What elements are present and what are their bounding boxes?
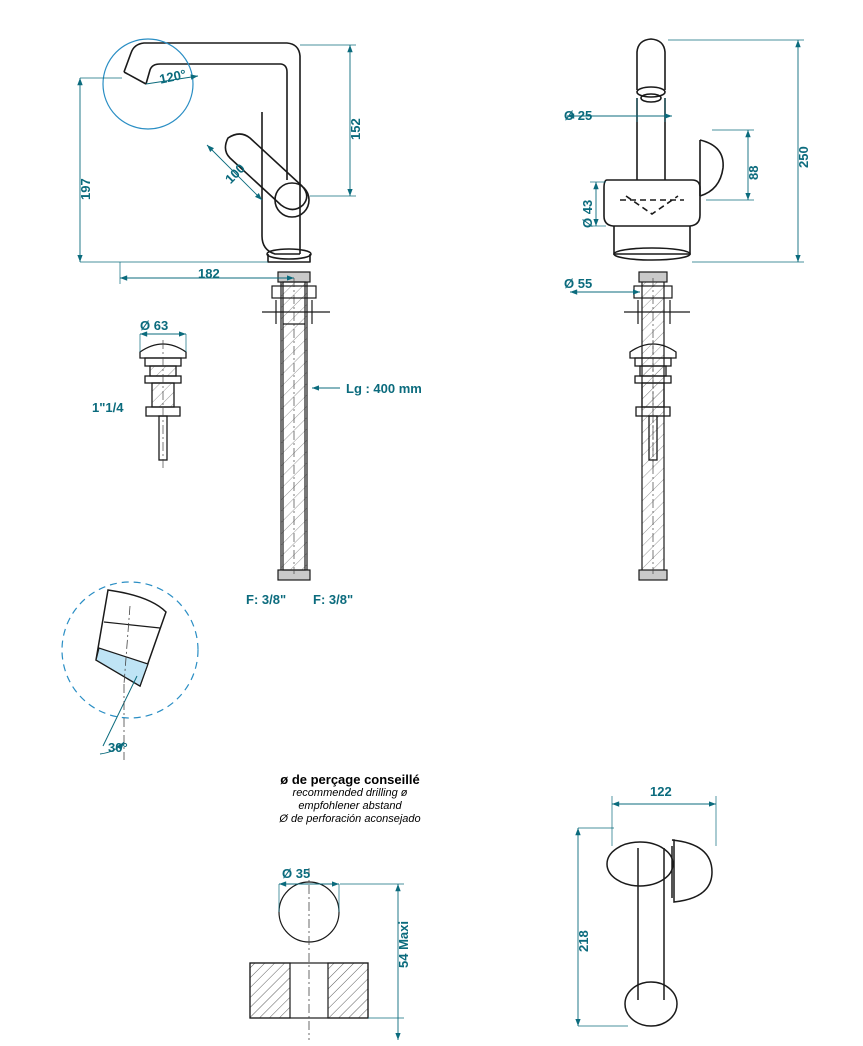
dim-d63: Ø 63 <box>140 318 169 333</box>
waste-view <box>140 340 186 470</box>
dimension-lines <box>80 40 804 1040</box>
drilling-note-line-es: Ø de perforación aconsejado <box>279 813 421 825</box>
dim-100: 100 <box>222 160 248 187</box>
aerator-detail-view <box>62 582 198 760</box>
dim-182: 182 <box>198 266 220 281</box>
dim-30-deg: 30° <box>108 740 128 755</box>
front-view-shank <box>278 272 310 580</box>
dim-d55: Ø 55 <box>564 276 593 291</box>
drilling-note-title: ø de perçage conseillé <box>280 772 420 787</box>
dim-120-deg: 120° <box>158 66 188 87</box>
drilling-note <box>240 772 460 826</box>
dim-d25: Ø 25 <box>564 108 593 123</box>
side-view-waste <box>630 340 676 470</box>
dim-218: 218 <box>576 930 591 952</box>
front-view-body <box>124 43 311 262</box>
drilling-note-line-de: empfohlener abstand <box>298 800 402 812</box>
side-view-body <box>604 39 723 260</box>
dim-54-maxi: 54 Maxi <box>396 921 411 968</box>
dim-152: 152 <box>348 118 363 140</box>
callout-inlet-right: F: 3/8" <box>313 592 354 607</box>
dim-122: 122 <box>650 784 672 799</box>
dim-250: 250 <box>796 146 811 168</box>
dim-197: 197 <box>78 178 93 200</box>
callout-hose-length: Lg : 400 mm <box>346 381 422 396</box>
drilling-note-line-en: recommended drilling ø <box>292 787 408 799</box>
callout-inlet-left: F: 3/8" <box>246 592 287 607</box>
bottom-right-view <box>607 840 712 1026</box>
dim-88: 88 <box>746 165 761 180</box>
callout-thread-1-1-4: 1"1/4 <box>92 400 124 415</box>
dim-d43: Ø 43 <box>580 199 595 228</box>
drilling-view <box>250 868 368 1040</box>
dim-d35: Ø 35 <box>282 866 311 881</box>
